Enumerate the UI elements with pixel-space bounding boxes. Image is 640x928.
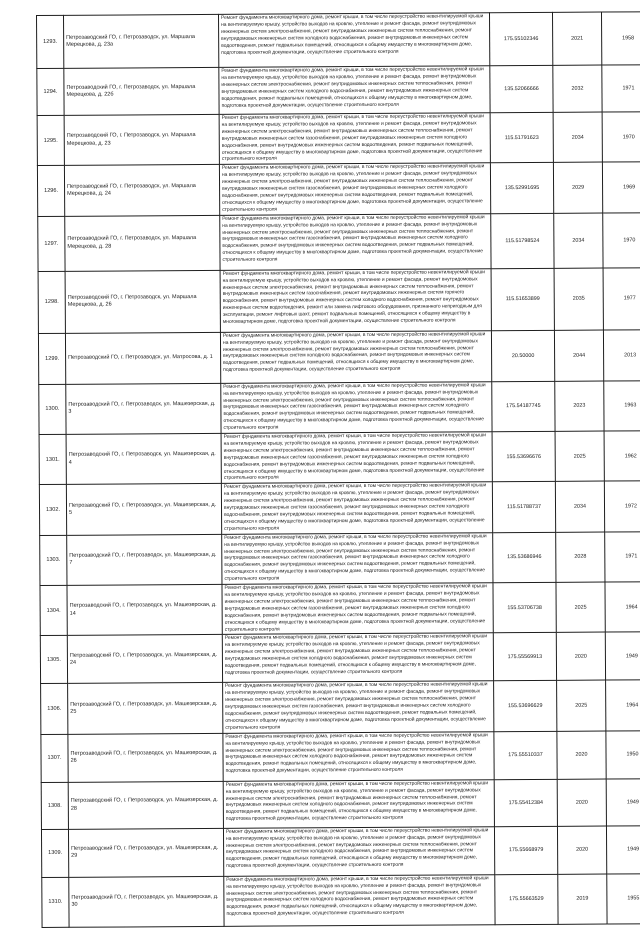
table-row	[37, 112, 640, 166]
row-cost: 175.55569913	[493, 633, 556, 681]
table-row	[39, 481, 640, 535]
row-build-year: 1949	[606, 825, 640, 873]
row-works-description: Ремонт фундамента многоквартирного дома, ремонт крыши, в том числе переустройство невентилируемой крыши на вентилируемую крышу, устройство выходов на кровлю, утепление и ремонт фасада, ремонт внутридомовых инженерных систем электроснабжения, ремонт внутридомовых инженерных систем теплоснабжения, ремонт внутридомовых инженерных систем холодного водоснабжения, ремонт внутридомовых инженерных систем водоотведения, ремонт подвальных помещений, относящихся к общему имуществу в многоквартирном доме, подготовка проектной документации, осуществление строительного контроля	[220, 330, 491, 383]
row-address: Петрозаводский ГО, г. Петрозаводск, ул. Маршала Мерецкова, д. 24	[64, 165, 219, 216]
row-address: Петрозаводский ГО, г. Петрозаводск, ул. Машезерская, д. 5	[66, 484, 221, 535]
row-address: Петрозаводский ГО, г. Петрозаводск, ул. Маршала Мерецкова, д. 26	[65, 270, 220, 333]
row-cost: 20.50000	[491, 330, 554, 381]
table-row	[41, 825, 640, 877]
row-works-description: Ремонт фундамента многоквартирного дома, ремонт крыши, в том числе переустройство невентилируемой крыши на вентилируемую крышу, устройство выходов на кровлю, утепление и ремонт фасада, ремонт внутридомовых инженерных систем электроснабжения, ремонт внутридомовых инженерных систем теплоснабжения, ремонт внутридомовых инженерных систем газоснабжения, ремонт внутридомовых инженерных систем холодного водоснабжения, ремонт внутридомовых инженерных систем водоотведения, ремонт подвальных помещений, относящихся к общему имуществу в многоквартирном доме, подготовка проектной документации, осуществление строительного контроля	[221, 381, 492, 433]
row-cost: 175.55668979	[494, 826, 557, 874]
row-address: Петрозаводский ГО, г. Петрозаводск, ул. Машезерская, д. 26	[68, 733, 223, 782]
table-row	[41, 680, 640, 734]
row-planned-year: 2044	[554, 330, 603, 381]
row-address: Петрозаводский ГО, г. Петрозаводск, ул. Матросова, д. 1	[65, 332, 220, 384]
row-planned-year: 2020	[557, 779, 606, 826]
row-address: Петрозаводский ГО, г. Петрозаводск, ул. Машезерская, д. 4	[66, 433, 221, 484]
row-build-year: 1969	[602, 162, 640, 213]
row-build-year: 1962	[604, 431, 640, 482]
row-address: Петрозаводский ГО, г. Петрозаводск, ул. Маршала Мерецкова, д. 28	[65, 215, 220, 271]
row-build-year: 1970	[602, 112, 640, 163]
row-cost: 175.55663529	[495, 874, 558, 924]
row-build-year: 1958	[601, 12, 640, 65]
row-cost: 115.51788737	[492, 482, 555, 533]
row-address: Петрозаводский ГО, г. Петрозаводск, ул. Машезерская, д. 24	[67, 635, 222, 684]
table-row	[41, 778, 640, 829]
row-works-description: Ремонт фундамента многоквартирного дома, ремонт крыши, в том числе переустройство невентилируемой крыши на вентилируемую крышу, устройство выходов на кровлю, утепление и ремонт фасада, ремонт внутридомовых инженерных систем электроснабжения, ремонт внутридомовых инженерных систем теплоснабжения, ремонт внутридомовых инженерных систем холодного водоснабжения, ремонт внутридомовых инженерных систем водоотведения, ремонт подвальных помещений, относящихся к общему имуществу в многоквартирном доме, подготовка проектной документации, осуществление строительного контроля	[222, 633, 493, 683]
row-build-year: 1949	[606, 778, 640, 825]
row-planned-year: 2020	[556, 632, 605, 680]
row-build-year: 1964	[605, 582, 640, 633]
row-build-year: 1971	[605, 531, 640, 582]
row-build-year: 1963	[604, 380, 640, 431]
row-works-description: Ремонт фундамента многоквартирного дома, ремонт крыши, в том числе переустройство невентилируемой крыши на вентилируемую крышу, устройство выходов на кровлю, утепление и ремонт фасада, ремонт внутридомовых инженерных систем электроснабжения, ремонт внутридомовых инженерных систем теплоснабжения, ремонт внутридомовых инженерных систем газоснабжения, ремонт внутридомовых инженерных систем холодного водоснабжения, ремонт внутридомовых инженерных систем водоотведения, ремонт подвальных помещений, относящихся к общему имуществу в многоквартирном доме, подготовка проектной документации, осуществление строительного контроля	[222, 532, 493, 584]
row-number: 1299.	[38, 333, 65, 384]
row-works-description: Ремонт фундамента многоквартирного дома, ремонт крыши, в том числе переустройство невентилируемой крыши на вентилируемую крышу, устройство выходов на кровлю, утепление и ремонт фасада, ремонт внутридомовых инженерных систем электроснабжения, ремонт внутридомовых инженерных систем теплоснабжения, ремонт внутридомовых инженерных систем газоснабжения, ремонт внутридомовых инженерных систем холодного водоснабжения, ремонт внутридомовых инженерных систем водоотведения, ремонт подвальных помещений, относящихся к общему имуществу в многоквартирном доме, подготовка проектной документации, осуществление строительного контроля	[220, 213, 491, 270]
table-row	[37, 162, 640, 216]
row-number: 1294.	[37, 68, 64, 115]
row-number: 1304.	[40, 585, 67, 636]
row-works-description: Ремонт фундамента многоквартирного дома, ремонт крыши, в том числе переустройство невентилируемой крыши на вентилируемую крышу, устройство выходов на кровлю, утепление и ремонт фасада, ремонт внутридомовых инженерных систем электроснабжения, ремонт внутридомовых инженерных систем теплоснабжения, ремонт внутридомовых инженерных систем холодного водоснабжения, ремонт внутридомовых инженерных систем водоотведения, ремонт подвальных помещений, относящихся к общему имуществу в многоквартирном доме, подготовка проектной документации, осуществление строительного контроля	[223, 779, 494, 828]
row-cost: 155.53696676	[492, 431, 555, 482]
row-number: 1308.	[41, 782, 68, 829]
table-row	[40, 582, 640, 636]
row-address: Петрозаводский ГО, г. Петрозаводск, ул. Машезерская, д. 14	[67, 584, 222, 635]
table-row	[39, 431, 640, 485]
row-cost: 175.55412384	[494, 779, 557, 826]
row-planned-year: 2019	[558, 874, 607, 924]
row-works-description: Ремонт фундамента многоквартирного дома, ремонт крыши, в том числе переустройство невентилируемой крыши на вентилируемую крышу, устройство выходов на кровлю, утепление и ремонт фасада, ремонт внутридомовых инженерных систем электроснабжения, ремонт внутридомовых инженерных систем теплоснабжения, ремонт внутридомовых инженерных систем газоснабжения, ремонт внутридомовых инженерных систем горячего водоснабжения, ремонт внутридомовых инженерных систем холодного водоснабжения, ремонт внутридомовых инженерных систем водоотведения, ремонт или замена лифтового оборудования, признанного непригодным для эксплуатации, ремонт лифтовых шахт, ремонт подвальных помещений, относящихся к общему имуществу в многоквартирном доме, подготовка проектной документации, осуществление строительного контроля	[220, 268, 491, 332]
row-planned-year: 2035	[554, 268, 603, 330]
row-address: Петрозаводский ГО, г. Петрозаводск, ул. Машезерская, д. 25	[68, 683, 223, 734]
table-row	[42, 873, 640, 927]
row-number: 1307.	[41, 734, 68, 782]
row-build-year: 1977	[603, 267, 640, 329]
table-row	[38, 212, 640, 271]
row-planned-year: 2025	[555, 431, 604, 482]
row-number: 1301.	[39, 434, 66, 485]
row-works-description: Ремонт фундамента многоквартирного дома, ремонт крыши, в том числе переустройство невентилируемой крыши на вентилируемую крышу, устройство выходов на кровлю, утепление и ремонт фасада, ремонт внутридомовых инженерных систем электроснабжения, ремонт внутридомовых инженерных систем теплоснабжения, ремонт внутридомовых инженерных систем холодного водоснабжения, ремонт внутридомовых инженерных систем водоотведения, ремонт подвальных помещений, относящихся к общему имуществу в многоквартирном доме, подготовка проектной документации, осуществление строительного контроля	[219, 66, 490, 115]
table-row	[41, 730, 640, 782]
row-build-year: 1970	[603, 212, 640, 267]
row-works-description: Ремонт фундамента многоквартирного дома, ремонт крыши, в том числе переустройство невентилируемой крыши на вентилируемую крышу, устройство выходов на кровлю, утепление и ремонт фасада, ремонт внутридомовых инженерных систем электроснабжения, ремонт внутридомовых инженерных систем теплоснабжения, ремонт внутридомовых инженерных систем холодного водоснабжения, ремонт внутридомовых инженерных систем водоотведения, ремонт подвальных помещений, относящихся к общему имуществу в многоквартирном доме, подготовка проектной документации, осуществление строительного контроля	[223, 826, 494, 876]
table-body	[37, 12, 640, 928]
row-number: 1305.	[40, 636, 67, 684]
row-address: Петрозаводский ГО, г. Петрозаводск, ул. Машезерская, д. 30	[69, 876, 224, 927]
row-works-description: Ремонт фундамента многоквартирного дома, ремонт крыши, в том числе переустройство невентилируемой крыши на вентилируемую крышу, устройство выходов на кровлю, утепление и ремонт фасада, ремонт внутридомовых инженерных систем электроснабжения, ремонт внутридомовых инженерных систем теплоснабжения, ремонт внутридомовых инженерных систем газоснабжения, ремонт внутридомовых инженерных систем холодного водоснабжения, ремонт внутридомовых инженерных систем водоотведения, ремонт подвальных помещений, относящихся к общему имуществу в многоквартирном доме, подготовка проектной документации, осуществление строительного контроля	[219, 113, 490, 165]
row-address: Петрозаводский ГО, г. Петрозаводск, ул. Маршала Мерецкова, д. 23	[64, 114, 219, 165]
row-cost: 115.51798524	[491, 213, 554, 268]
row-cost: 155.53706738	[493, 582, 556, 633]
row-build-year: 1949	[605, 632, 640, 680]
row-cost: 155.53696629	[494, 681, 557, 732]
row-cost: 135.52066666	[490, 65, 553, 112]
row-number: 1298.	[38, 271, 65, 333]
row-cost: 175.54187745	[492, 381, 555, 432]
row-planned-year: 2025	[556, 582, 605, 633]
row-planned-year: 2032	[553, 65, 602, 112]
row-build-year: 1972	[604, 481, 640, 532]
row-planned-year: 2034	[555, 481, 604, 532]
row-works-description: Ремонт фундамента многоквартирного дома, ремонт крыши, в том числе переустройство невентилируемой крыши на вентилируемую крышу, устройство выходов на кровлю, утепление и ремонт фасада, ремонт внутридомовых инженерных систем электроснабжения, ремонт внутридомовых инженерных систем теплоснабжения, ремонт внутридомовых инженерных систем газоснабжения, ремонт внутридомовых инженерных систем холодного водоснабжения, ремонт внутридомовых инженерных систем водоотведения, ремонт подвальных помещений, относящихся к общему имуществу в многоквартирном доме, подготовка проектной документации, осуществление строительного контроля	[223, 681, 494, 733]
row-address: Петрозаводский ГО, г. Петрозаводск, ул. Машезерская, д. 29	[68, 828, 223, 877]
row-works-description: Ремонт фундамента многоквартирного дома, ремонт крыши, в том числе переустройство невентилируемой крыши на вентилируемую крышу, устройство выходов на кровлю, утепление и ремонт фасада, ремонт внутридомовых инженерных систем электроснабжения, ремонт внутридомовых инженерных систем теплоснабжения, ремонт внутридомовых инженерных систем холодного водоснабжения, ремонт внутридомовых инженерных систем водоотведения, ремонт подвальных помещений, относящихся к общему имуществу в многоквартирном доме, подготовка проектной документации, осуществление строительного контроля	[218, 13, 489, 68]
row-cost: 135.52991695	[490, 163, 553, 214]
row-planned-year: 2028	[556, 532, 605, 583]
table-row	[38, 267, 640, 333]
row-address: Петрозаводский ГО, г. Петрозаводск, ул. Машезерская, д. 7	[67, 534, 222, 585]
row-planned-year: 2029	[553, 162, 602, 213]
repair-program-table	[36, 11, 640, 928]
row-build-year: 1955	[607, 873, 640, 923]
row-address: Петрозаводский ГО, г. Петрозаводск, ул. Маршала Мерецкова, д. 23а	[64, 14, 219, 68]
row-planned-year: 2034	[553, 112, 602, 163]
row-number: 1297.	[38, 216, 65, 271]
row-planned-year: 2023	[555, 381, 604, 432]
row-works-description: Ремонт фундамента многоквартирного дома, ремонт крыши, в том числе переустройство невентилируемой крыши на вентилируемую крышу, устройство выходов на кровлю, утепление и ремонт фасада, ремонт внутридомовых инженерных систем электроснабжения, ремонт внутридомовых инженерных систем теплоснабжения, ремонт внутридомовых инженерных систем газоснабжения, ремонт внутридомовых инженерных систем холодного водоснабжения, ремонт внутридомовых инженерных систем водоотведения, ремонт подвальных помещений, относящихся к общему имуществу в многоквартирном доме, подготовка проектной документации, осуществление строительного контроля	[222, 583, 493, 635]
row-number: 1302.	[39, 485, 66, 536]
row-cost: 175.55102346	[489, 12, 552, 65]
row-build-year: 1971	[602, 65, 640, 112]
table-row	[40, 531, 640, 585]
row-works-description: Ремонт фундамента многоквартирного дома, ремонт крыши, в том числе переустройство невентилируемой крыши на вентилируемую крышу, устройство выходов на кровлю, утепление и ремонт фасада, ремонт внутридомовых инженерных систем электроснабжения, ремонт внутридомовых инженерных систем теплоснабжения, ремонт внутридомовых инженерных систем холодного водоснабжения, ремонт внутридомовых инженерных систем водоотведения, ремонт подвальных помещений, относящихся к общему имуществу в многоквартирном доме, подготовка проектной документации, осуществление строительного контроля	[224, 874, 495, 926]
row-works-description: Ремонт фундамента многоквартирного дома, ремонт крыши, в том числе переустройство невентилируемой крыши на вентилируемую крышу, устройство выходов на кровлю, утепление и ремонт фасада, ремонт внутридомовых инженерных систем электроснабжения, ремонт внутридомовых инженерных систем теплоснабжения, ремонт внутридомовых инженерных систем газоснабжения, ремонт внутридомовых инженерных систем холодного водоснабжения, ремонт внутридомовых инженерных систем водоотведения, ремонт подвальных помещений, относящихся к общему имуществу в многоквартирном доме, подготовка проектной документации, осуществление строительного контроля	[221, 482, 492, 534]
row-number: 1303.	[40, 535, 67, 586]
row-number: 1300.	[39, 384, 66, 435]
row-planned-year: 2021	[552, 12, 601, 65]
row-planned-year: 2020	[557, 731, 606, 779]
row-cost: 175.55510337	[494, 731, 557, 779]
row-cost: 115.51791623	[490, 112, 553, 163]
table-row	[38, 329, 640, 384]
row-build-year: 1950	[606, 730, 640, 778]
row-address: Петрозаводский ГО, г. Петрозаводск, ул. Маршала Мерецкова, д. 22б	[64, 67, 219, 115]
row-address: Петрозаводский ГО, г. Петрозаводск, ул. Машезерская, д. 3	[66, 383, 221, 434]
row-number: 1293.	[37, 15, 64, 68]
row-number: 1295.	[37, 115, 64, 166]
row-planned-year: 2025	[557, 680, 606, 731]
table-row	[37, 12, 640, 69]
row-planned-year: 2020	[557, 826, 606, 874]
row-cost: 115.51653899	[491, 268, 554, 330]
row-cost: 135.53686946	[493, 532, 556, 583]
row-works-description: Ремонт фундамента многоквартирного дома, ремонт крыши, в том числе переустройство невентилируемой крыши на вентилируемую крышу, устройство выходов на кровлю, утепление и ремонт фасада, ремонт внутридомовых инженерных систем электроснабжения, ремонт внутридомовых инженерных систем теплоснабжения, ремонт внутридомовых инженерных систем холодного водоснабжения, ремонт внутридомовых инженерных систем водоотведения, ремонт подвальных помещений, относящихся к общему имуществу в многоквартирном доме, подготовка проектной документации, осуществление строительного контроля	[223, 731, 494, 781]
row-number: 1296.	[37, 166, 64, 217]
row-address: Петрозаводский ГО, г. Петрозаводск, ул. Машезерская, д. 28	[68, 781, 223, 829]
row-number: 1306.	[41, 684, 68, 735]
row-planned-year: 2034	[554, 213, 603, 268]
table-row	[37, 65, 640, 116]
table-row	[40, 632, 640, 684]
row-works-description: Ремонт фундамента многоквартирного дома, ремонт крыши, в том числе переустройство невентилируемой крыши на вентилируемую крышу, устройство выходов на кровлю, утепление и ремонт фасада, ремонт внутридомовых инженерных систем электроснабжения, ремонт внутридомовых инженерных систем теплоснабжения, ремонт внутридомовых инженерных систем газоснабжения, ремонт внутридомовых инженерных систем холодного водоснабжения, ремонт внутридомовых инженерных систем водоотведения, ремонт подвальных помещений, относящихся к общему имуществу в многоквартирном доме, подготовка проектной документации, осуществление строительного контроля	[221, 432, 492, 484]
row-build-year: 2013	[603, 329, 640, 380]
row-number: 1309.	[41, 829, 68, 877]
row-number: 1310.	[42, 877, 69, 927]
row-build-year: 1964	[606, 680, 640, 731]
table-row	[39, 380, 640, 434]
row-works-description: Ремонт фундамента многоквартирного дома, ремонт крыши, в том числе переустройство невентилируемой крыши на вентилируемую крышу, устройство выходов на кровлю, утепление и ремонт фасада, ремонт внутридомовых инженерных систем электроснабжения, ремонт внутридомовых инженерных систем теплоснабжения, ремонт внутридомовых инженерных систем газоснабжения, ремонт внутридомовых инженерных систем холодного водоснабжения, ремонт внутридомовых инженерных систем водоотведения, ремонт подвальных помещений, относящихся к общему имуществу в многоквартирном доме, подготовка проектной документации, осуществление строительного контроля	[219, 163, 490, 215]
